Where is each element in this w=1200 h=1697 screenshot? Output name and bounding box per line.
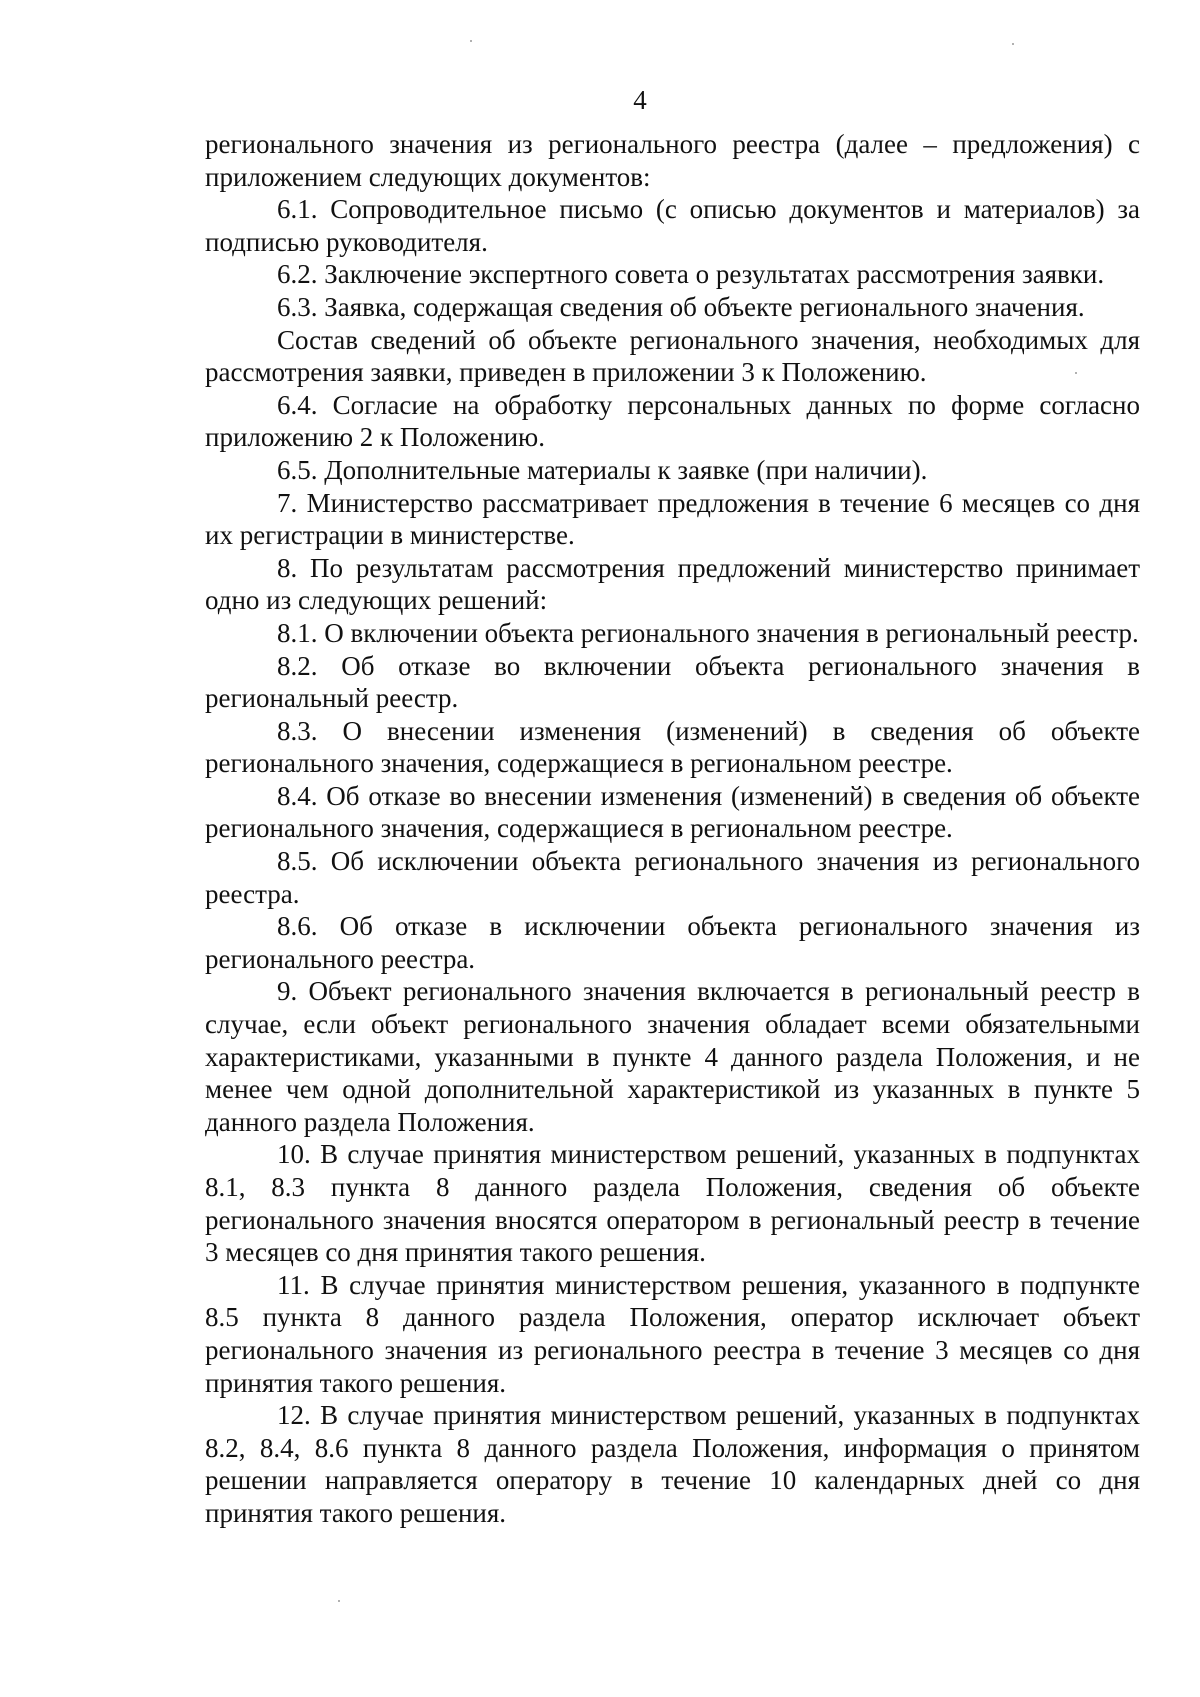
paragraph: 8.4. Об отказе во внесении изменения (изменений) в сведения об объекте регионального значения, содержащиеся в региональном реестре. (205, 780, 1140, 844)
document-body (205, 128, 1140, 1530)
paragraph: 6.1. Сопроводительное письмо (с описью документов и материалов) за подписью руководителя. (205, 194, 1140, 257)
paragraph: Состав сведений об объекте регионального значения, необходимых для рассмотрения заявки, приведен в приложении 3 к Положению. (205, 324, 1140, 388)
paragraph: 6.5. Дополнительные материалы к заявке (при наличии). (277, 454, 928, 485)
paragraph: 8.5. Об исключении объекта регионального значения из регионального реестра. (205, 846, 1140, 909)
paragraph: 6.2. Заключение экспертного совета о результатах рассмотрения заявки. (277, 259, 1105, 290)
page-number: 4 (633, 85, 647, 115)
paragraph: 10. В случае принятия министерством решений, указанных в подпунктах 8.1, 8.3 пункта 8 данного раздела Положения, сведения об объекте регионального значения вносятся оператором в региональный реестр в течение 3 месяцев со дня принятия такого решения. (205, 1139, 1140, 1268)
paragraph: 8.3. О внесении изменения (изменений) в сведения об объекте регионального значения, содержащиеся в региональном реестре. (205, 715, 1140, 779)
paragraph: 6.4. Согласие на обработку персональных данных по форме согласно приложению 2 к Положению. (205, 389, 1140, 453)
scan-speck (1075, 372, 1077, 374)
paragraph: 7. Министерство рассматривает предложения в течение 6 месяцев со дня их регистрации в министерстве. (205, 487, 1140, 551)
paragraph: 11. В случае принятия министерством решения, указанного в подпункте 8.5 пункта 8 данного раздела Положения, оператор исключает объект регионального значения из регионального реестра в течение 3 месяцев со дня принятия такого решения. (205, 1269, 1140, 1398)
paragraph: 8.2. Об отказе во включении объекта регионального значения в региональный реестр. (205, 650, 1140, 714)
paragraph: регионального значения из регионального реестра (далее – предложения) с приложением следующих документов: (205, 129, 1140, 192)
paragraph: 8.6. Об отказе в исключении объекта регионального значения из регионального реестра. (205, 911, 1140, 974)
paragraph: 8.1. О включении объекта регионального значения в региональный реестр. (277, 617, 1139, 648)
paragraph: 9. Объект регионального значения включается в региональный реестр в случае, если объект регионального значения обладает всеми обязательными характеристиками, указанными в пункте 4 данного раздела Положения, и не менее чем одной дополнительной характеристикой из указанных в пункте 5 данного раздела Положения. (205, 976, 1140, 1137)
scan-speck (470, 40, 472, 42)
scan-speck (338, 1600, 340, 1602)
paragraph: 12. В случае принятия министерством решений, указанных в подпунктах 8.2, 8.4, 8.6 пункта 8 данного раздела Положения, информация о принятом решении направляется оператору в течение 10 календарных дней со дня принятия такого решения. (205, 1400, 1140, 1528)
scan-speck (1012, 43, 1014, 45)
paragraph: 8. По результатам рассмотрения предложений министерство принимает одно из следующих решений: (205, 552, 1140, 616)
paragraph: 6.3. Заявка, содержащая сведения об объекте регионального значения. (277, 291, 1085, 322)
